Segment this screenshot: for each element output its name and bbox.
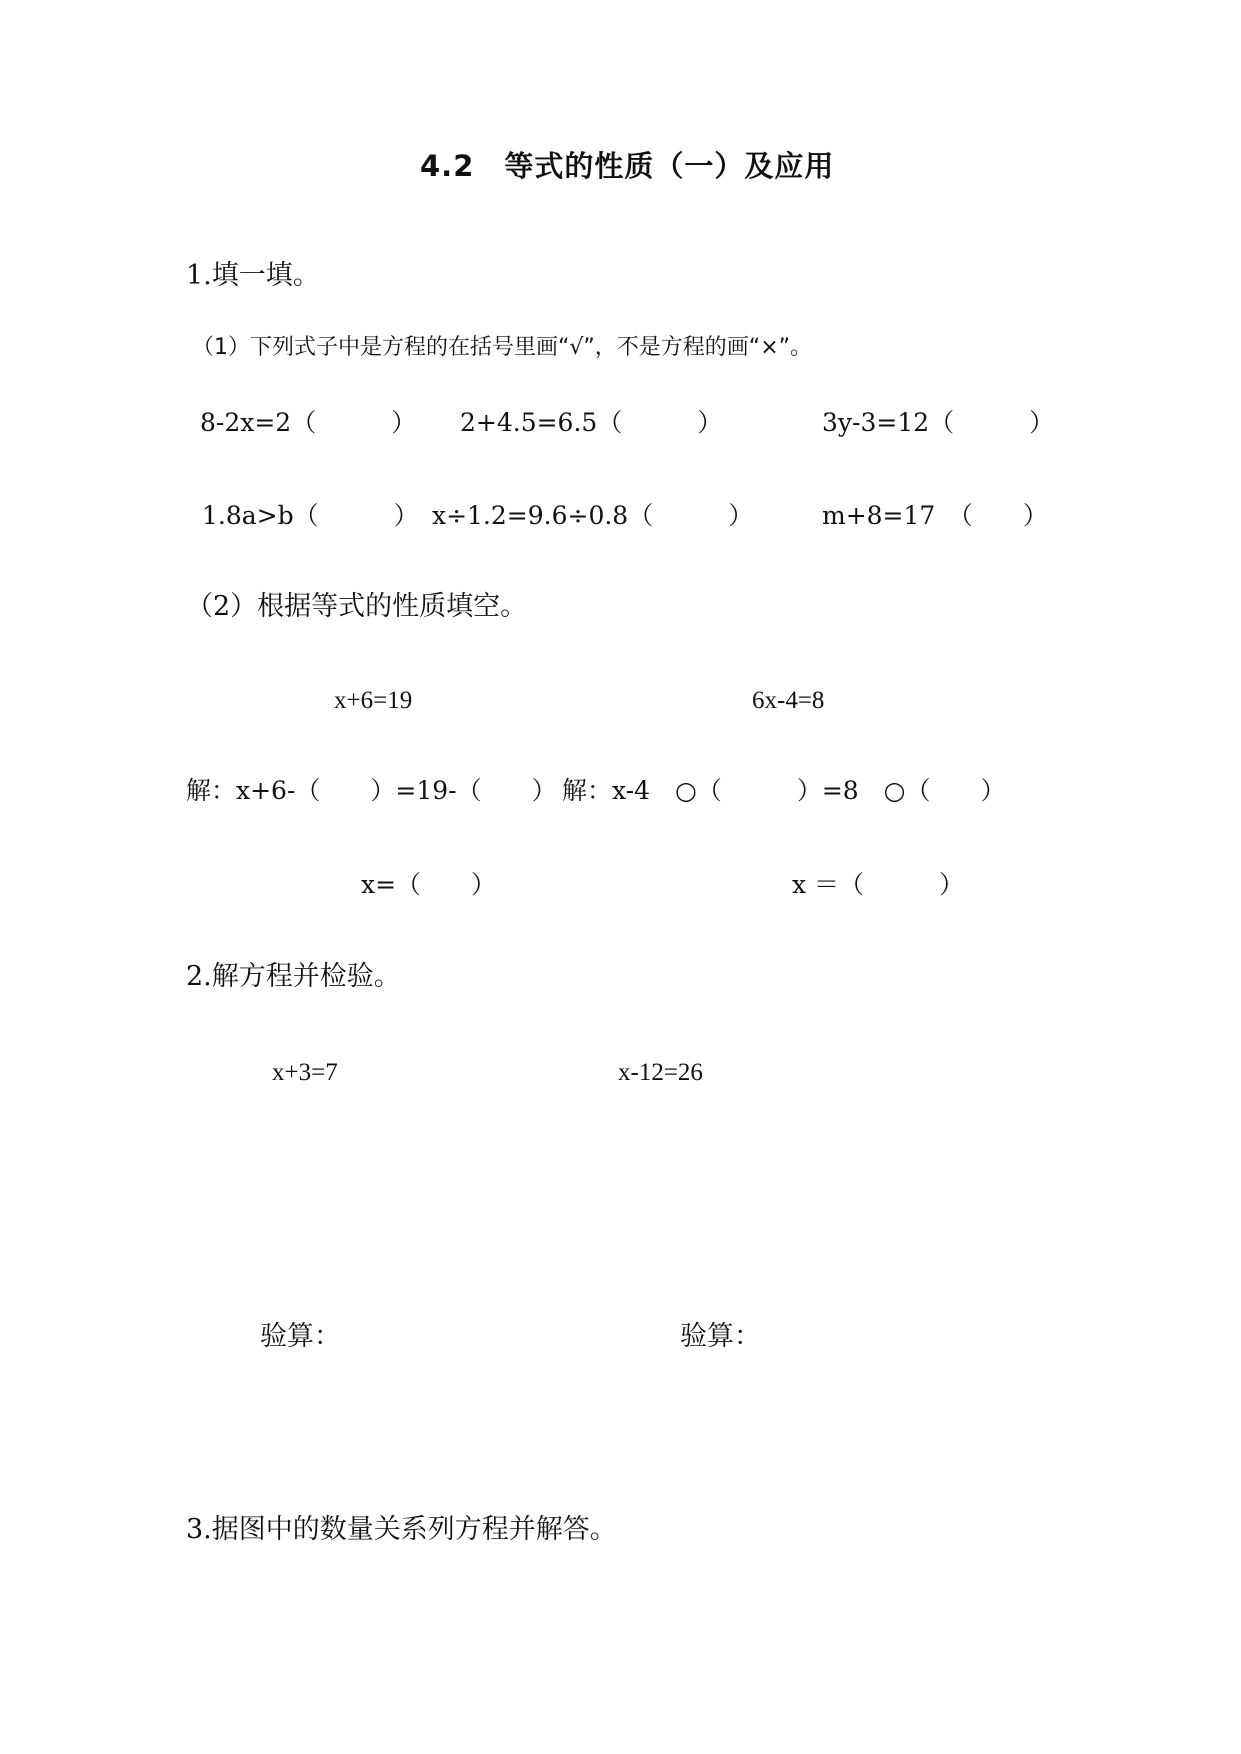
- equation-left: x+6=19: [334, 687, 413, 714]
- question-2-heading: 2.解方程并检验。: [186, 961, 401, 992]
- result-right: x ＝（ ）: [792, 870, 965, 899]
- check-label-right: 验算：: [680, 1321, 761, 1352]
- equation-item: 8-2x=2（ ）: [200, 408, 417, 437]
- equation-right: 6x-4=8: [752, 687, 825, 714]
- question-1-part-2-instruction: （2）根据等式的性质填空。: [186, 591, 528, 622]
- solution-step-left: 解：x+6-（ ）=19-（ ）: [186, 776, 557, 805]
- question-3-heading: 3.据图中的数量关系列方程并解答。: [186, 1514, 617, 1545]
- check-label-left: 验算：: [260, 1321, 341, 1352]
- question-1-part-1-instruction: （1）下列式子中是方程的在括号里画“√”，不是方程的画“×”。: [192, 335, 813, 360]
- solution-step-right: 解：x-4 ○（ ）=8 ○（ ）: [562, 776, 1006, 805]
- result-left: x=（ ）: [361, 870, 497, 899]
- equation-item: x÷1.2=9.6÷0.8（ ）: [432, 501, 754, 530]
- equation-left: x+3=7: [272, 1059, 338, 1086]
- question-1-heading: 1.填一填。: [186, 260, 320, 291]
- equation-item: 2+4.5=6.5（ ）: [460, 408, 723, 437]
- equation-item: m+8=17 （ ）: [822, 501, 1048, 530]
- equation-item: 3y-3=12（ ）: [822, 408, 1055, 437]
- page-title: 4.2 等式的性质（一）及应用: [420, 149, 835, 183]
- equation-right: x-12=26: [618, 1059, 703, 1086]
- equation-item: 1.8a>b（ ）: [202, 501, 419, 530]
